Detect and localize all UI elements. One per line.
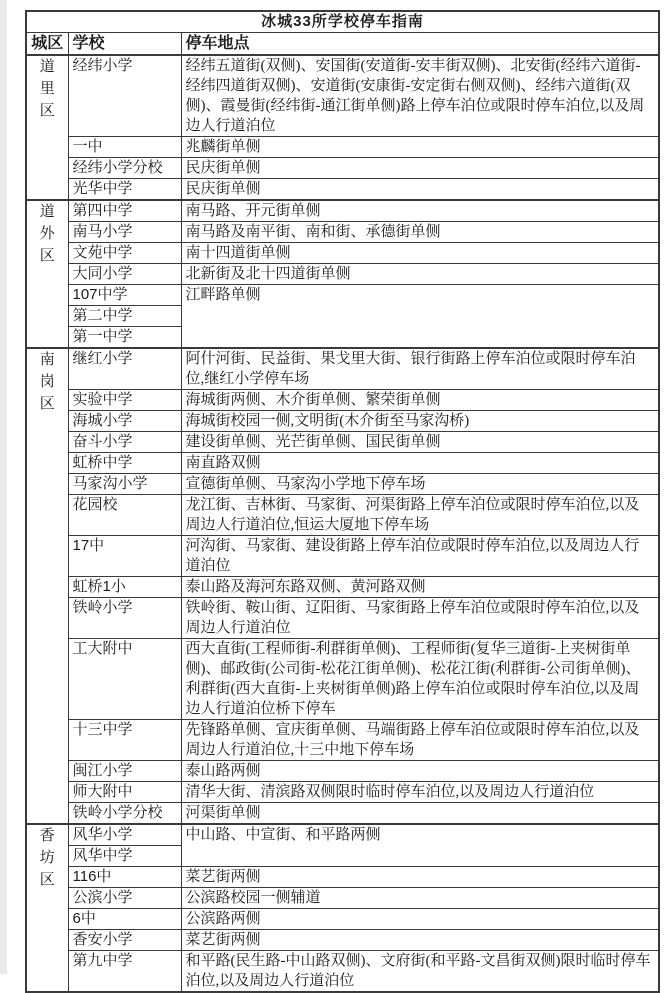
- table-row: [26, 720, 659, 761]
- school-cell: 大同小学: [68, 264, 181, 285]
- location-cell: 河沟街、马家街、建设街路上停车泊位或限时停车泊位,以及周边人行道泊位: [181, 536, 659, 577]
- location-cell: 南直路双侧: [181, 453, 659, 474]
- school-cell: 第二中学: [68, 306, 181, 327]
- school-cell: 继红小学: [68, 348, 181, 390]
- table-row: [26, 200, 659, 222]
- table-row: [26, 577, 659, 598]
- district-label: 道里区: [39, 58, 55, 119]
- column-header-location: 停车地点: [181, 33, 659, 56]
- school-cell: 6中: [68, 909, 181, 930]
- title-row: [26, 11, 659, 33]
- location-cell: 菜艺街两侧: [181, 930, 659, 951]
- header-row: [26, 33, 659, 56]
- location-cell-merged: 中山路、中宣街、和平路两侧: [181, 824, 659, 867]
- school-cell: 香安小学: [68, 930, 181, 951]
- column-header-school: 学校: [68, 33, 181, 56]
- district-label: 道外区: [39, 203, 55, 264]
- table-row: [26, 474, 659, 495]
- location-cell: 菜艺街两侧: [181, 867, 659, 888]
- page-title: 冰城33所学校停车指南: [26, 11, 659, 33]
- table-row: [26, 639, 659, 720]
- location-cell: 北新街及北十四道街单侧: [181, 264, 659, 285]
- school-cell: 风华小学: [68, 824, 181, 846]
- table-row: [26, 348, 659, 390]
- school-cell: 虹桥中学: [68, 453, 181, 474]
- location-cell: 阿什河街、民益街、果戈里大街、银行街路上停车泊位或限时停车泊位,继红小学停车场: [181, 348, 659, 390]
- district-cell-nangang: [26, 348, 68, 824]
- district-label: 香坊区: [39, 827, 55, 888]
- school-cell: 铁岭小学分校: [68, 803, 181, 825]
- school-cell: 花园校: [68, 495, 181, 536]
- school-cell: 马家沟小学: [68, 474, 181, 495]
- table-row: [26, 222, 659, 243]
- table-row: [26, 55, 659, 137]
- school-cell: 第九中学: [68, 951, 181, 993]
- table-row: [26, 432, 659, 453]
- location-cell: 经纬五道街(双侧)、安国街(安道街-安丰街双侧)、北安街(经纬六道街-经纬四道街双侧)、安道街(安康街-安定街右侧双侧)、经纬六道街(双侧)、霞曼街(经纬街-通江街单侧)路上停车泊位或限时停车泊位,以及周边人行道泊位: [181, 55, 659, 137]
- parking-guide-document: [25, 10, 660, 993]
- location-cell: 清华大街、清滨路双侧限时临时停车泊位,以及周边人行道泊位: [181, 782, 659, 803]
- school-cell: 南马小学: [68, 222, 181, 243]
- location-cell-merged: 江畔路单侧: [181, 285, 659, 349]
- location-cell: 铁岭街、鞍山街、辽阳街、马家街路上停车泊位或限时停车泊位,以及周边人行道泊位: [181, 598, 659, 639]
- table-row: [26, 867, 659, 888]
- table-row: [26, 803, 659, 825]
- school-cell: 第一中学: [68, 327, 181, 349]
- table-row: [26, 951, 659, 993]
- school-cell: 107中学: [68, 285, 181, 306]
- school-cell: 师大附中: [68, 782, 181, 803]
- table-row: [26, 598, 659, 639]
- school-cell: 十三中学: [68, 720, 181, 761]
- school-cell: 光华中学: [68, 179, 181, 201]
- location-cell: 建设街单侧、光芒街单侧、国民街单侧: [181, 432, 659, 453]
- parking-guide-table: [25, 10, 660, 993]
- location-cell: 宣德街单侧、马家沟小学地下停车场: [181, 474, 659, 495]
- location-cell: 南十四道街单侧: [181, 243, 659, 264]
- table-row: [26, 137, 659, 158]
- location-cell: 泰山路两侧: [181, 761, 659, 782]
- table-row: [26, 824, 659, 846]
- school-cell: 17中: [68, 536, 181, 577]
- school-cell: 第四中学: [68, 200, 181, 222]
- district-cell-daoli: [26, 55, 68, 200]
- school-cell: 工大附中: [68, 639, 181, 720]
- location-cell: 海城街两侧、木介街单侧、繁荣街单侧: [181, 390, 659, 411]
- location-cell: 龙江街、吉林街、马家街、河渠街路上停车泊位或限时停车泊位,以及周边人行道泊位,恒运大厦地下停车场: [181, 495, 659, 536]
- table-row: [26, 285, 659, 306]
- table-row: [26, 390, 659, 411]
- location-cell: 南马路、开元街单侧: [181, 200, 659, 222]
- school-cell: 风华中学: [68, 846, 181, 867]
- school-cell: 文苑中学: [68, 243, 181, 264]
- location-cell: 西大直街(工程师街-利群街单侧)、工程师街(复华三道街-上夹树街单侧)、邮政街(公司街-松花江街单侧)、松花江街(利群街-公司街单侧)、利群街(西大直街-上夹树街单侧)路上停车泊位或限时停车泊位,以及周边人行道泊位桥下停车: [181, 639, 659, 720]
- table-row: [26, 930, 659, 951]
- table-row: [26, 909, 659, 930]
- school-cell: 经纬小学分校: [68, 158, 181, 179]
- table-row: [26, 782, 659, 803]
- page-edge: [0, 0, 7, 974]
- location-cell: 海城街校园一侧,文明街(木介街至马家沟桥): [181, 411, 659, 432]
- district-cell-daowai: [26, 200, 68, 348]
- table-row: [26, 453, 659, 474]
- location-cell: 和平路(民生路-中山路双侧)、文府街(和平路-文昌街双侧)限时临时停车泊位,以及周边人行道泊位: [181, 951, 659, 993]
- table-row: [26, 179, 659, 201]
- school-cell: 公滨小学: [68, 888, 181, 909]
- location-cell: 泰山路及海河东路双侧、黄河路双侧: [181, 577, 659, 598]
- location-cell: 河渠街单侧: [181, 803, 659, 825]
- school-cell: 海城小学: [68, 411, 181, 432]
- table-row: [26, 264, 659, 285]
- school-cell: 一中: [68, 137, 181, 158]
- table-row: [26, 888, 659, 909]
- school-cell: 116中: [68, 867, 181, 888]
- location-cell: 先锋路单侧、宣庆街单侧、马端街路上停车泊位或限时停车泊位,以及周边人行道泊位,十三中地下停车场: [181, 720, 659, 761]
- table-row: [26, 495, 659, 536]
- school-cell: 铁岭小学: [68, 598, 181, 639]
- location-cell: 兆麟街单侧: [181, 137, 659, 158]
- school-cell: 虹桥1小: [68, 577, 181, 598]
- district-cell-xiangfang: [26, 824, 68, 992]
- location-cell: 民庆街单侧: [181, 158, 659, 179]
- school-cell: 经纬小学: [68, 55, 181, 137]
- location-cell: 民庆街单侧: [181, 179, 659, 201]
- column-header-district: 城区: [26, 33, 68, 56]
- location-cell: 公滨路校园一侧辅道: [181, 888, 659, 909]
- school-cell: 实验中学: [68, 390, 181, 411]
- table-row: [26, 761, 659, 782]
- table-row: [26, 243, 659, 264]
- school-cell: 奋斗小学: [68, 432, 181, 453]
- school-cell: 闽江小学: [68, 761, 181, 782]
- table-row: [26, 536, 659, 577]
- table-row: [26, 411, 659, 432]
- district-label: 南岗区: [39, 351, 55, 412]
- table-row: [26, 158, 659, 179]
- location-cell: 公滨路两侧: [181, 909, 659, 930]
- location-cell: 南马路及南平街、南和街、承德街单侧: [181, 222, 659, 243]
